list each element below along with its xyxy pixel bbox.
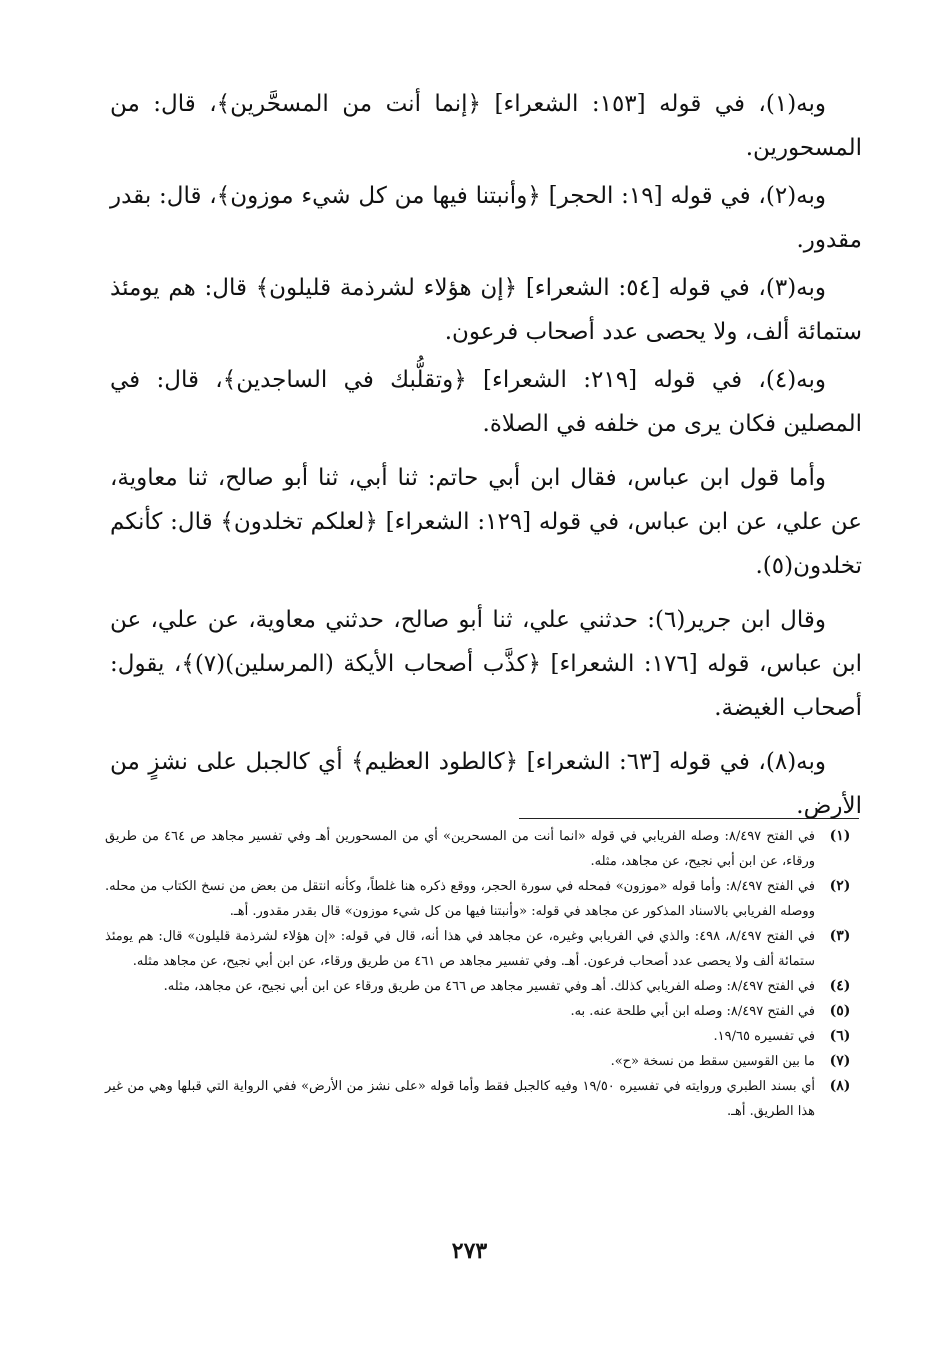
- paragraph: وبه(٢)، في قوله [١٩: الحجر] ﴿وأنبتنا فيها من كل شيء موزون﴾، قال: بقدر مقدور.: [110, 183, 862, 253]
- footnote: [105, 1074, 865, 1124]
- footnote: [105, 974, 865, 999]
- paragraph: وأما قول ابن عباس، فقال ابن أبي حاتم: ثنا أبي، ثنا أبو صالح، ثنا معاوية، عن علي، عن ابن عباس، في قوله [١٢٩: الشعراء] ﴿لعلكم تخلدون﴾ قال: كأنكم تخلدون(٥).: [110, 465, 862, 579]
- paragraph: وبه(٤)، في قوله [٢١٩: الشعراء] ﴿وتقلُّبك في الساجدين﴾، قال: في المصلين فكان يرى من خلفه في الصلاة.: [110, 367, 862, 437]
- footnote-text: في الفتح ٨/٤٩٧: وصله ابن أبي طلحة عنه. به.: [570, 1004, 815, 1019]
- footnote-divider: [519, 818, 859, 819]
- footnote-text: في الفتح ٨/٤٩٧: وأما قوله «موزون» فمحله في سورة الحجر، ووقع ذكره هنا غلطاً، وكأنه انتقل من بعض من نسخ الكتاب من محله. ووصله الفريابي بالاسناد المذكور عن مجاهد في قوله: «وأنبتنا فيها من كل شيء موزون» قال بقدر مقدور. أهـ.: [105, 879, 815, 919]
- footnote-number: (٣): [829, 928, 851, 944]
- footnote-text: في الفتح ٨/٤٩٧، ٤٩٨: والذي في الفريابي وغيره، عن مجاهد في هذا أنه، قال في قوله: «إن هؤلاء لشرذمة قليلون» قال: هم يومئذ ستمائة ألف ولا يحصى عدد أصحاب فرعون. أهـ. وفي تفسير مجاهد ص ٤٦١ من طريق ورقاء، عن ابن أبي نجيح، عن مجاهد مثله.: [105, 929, 815, 969]
- paragraph: وبه(٣)، في قوله [٥٤: الشعراء] ﴿إن هؤلاء لشرذمة قليلون﴾ قال: هم يومئذ ستمائة ألف، ولا يحصى عدد أصحاب فرعون.: [110, 275, 862, 345]
- footnote-number: (٦): [829, 1028, 851, 1044]
- footnote-number: (٥): [829, 1003, 851, 1019]
- footnote-text: ما بين القوسين سقط من نسخة «ح».: [610, 1054, 815, 1069]
- footnote: [105, 874, 865, 924]
- footnote-text: في تفسيره ١٩/٦٥.: [713, 1029, 815, 1044]
- footnote-number: (٢): [829, 878, 851, 894]
- footnotes: [105, 824, 865, 1124]
- main-text: [110, 82, 862, 832]
- paragraph: وقال ابن جرير(٦): حدثني علي، ثنا أبو صالح، حدثني معاوية، عن علي، عن ابن عباس، قوله [١٧٦: الشعراء] ﴿كذَّب أصحاب الأيكة (المرسلين)(٧)﴾، يقول: أصحاب الغيضة.: [110, 607, 863, 721]
- footnote-text: في الفتح ٨/٤٩٧: وصله الفريابي في قوله «انما أنت من المسحرين» أي من المسحورين أهـ وفي تفسير مجاهد ص ٤٦٤ من طريق ورقاء، عن ابن أبي نجيح، عن مجاهد، مثله.: [105, 829, 815, 869]
- paragraph: وبه(٨)، في قوله [٦٣: الشعراء] ﴿كالطود العظيم﴾ أي كالجبل على نشزٍ من الأرض.: [110, 749, 862, 819]
- page-number: ٢٧٣: [451, 1238, 488, 1264]
- footnote: [105, 1049, 865, 1074]
- footnote: [105, 924, 865, 974]
- footnote: [105, 824, 865, 874]
- footnote: [105, 999, 865, 1024]
- paragraph: وبه(١)، في قوله [١٥٣: الشعراء] ﴿إنما أنت من المسحَّرين﴾، قال: من المسحورين.: [110, 91, 862, 161]
- footnote: [105, 1024, 865, 1049]
- footnote-number: (٧): [829, 1053, 851, 1069]
- footnote-number: (٨): [829, 1078, 851, 1094]
- footnote-number: (٤): [829, 978, 851, 994]
- footnote-text: في الفتح ٨/٤٩٧: وصله الفريابي كذلك. أهـ وفي تفسير مجاهد ص ٤٦٦ من طريق ورقاء عن ابن أبي نجيح، عن مجاهد، مثله.: [163, 979, 815, 994]
- footnote-number: (١): [829, 828, 851, 844]
- footnote-text: أي بسند الطبري وروايته في تفسيره ١٩/٥٠ وفيه كالجبل فقط وأما قوله «على نشز من الأرض» ففي الرواية التي قبلها وهي من غير هذا الطريق. أهـ.: [105, 1079, 815, 1119]
